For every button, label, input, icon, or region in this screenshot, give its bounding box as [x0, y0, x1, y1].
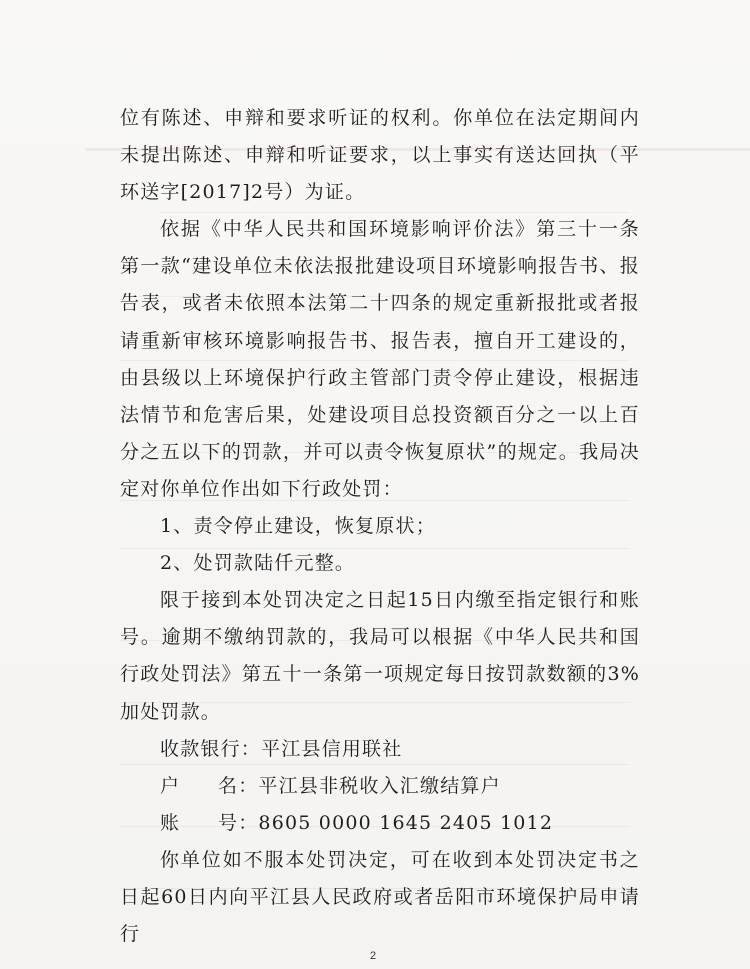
bank-value: 平江县信用联社	[261, 737, 403, 760]
page-number: 2	[370, 950, 377, 962]
bank-label: 收款银行：	[160, 737, 262, 760]
paragraph-appeal: 你单位如不服本处罚决定，可在收到本处罚决定书之日起60日内向平江县人民政府或者岳阳市环境保护局申请行	[120, 848, 640, 946]
account-name-value: 平江县非税收入汇缴结算户	[258, 774, 501, 797]
penalty-item-2: 2、处罚款陆仟元整。	[160, 552, 356, 575]
account-number-row	[120, 805, 640, 842]
account-number-sep: 号：	[218, 811, 259, 834]
account-number-label: 账	[160, 811, 181, 834]
paragraph-legal-basis: 依据《中华人民共和国环境影响评价法》第三十一条第一款“建设单位未依法报批建设项目环境影响报告书、报告表，或者未依照本法第二十四条的规定重新报批或者报请重新审核环境影响报告书、报告表，擅自开工建设的，由县级以上环境保护行政主管部门责令停止建设，根据违法情节和危害后果，处建设项目总投资额百分之一以上百分之五以下的罚款，并可以责令恢复原状”的规定。我局决定对你单位作出如下行政处罚：	[120, 218, 640, 500]
document-body	[120, 100, 640, 953]
bank-row	[120, 731, 640, 768]
account-name-row	[120, 768, 640, 805]
account-number-value: 8605 0000 1645 2405 1012	[258, 811, 554, 834]
paragraph-hearing-rights: 位有陈述、申辩和要求听证的权利。你单位在法定期间内未提出陈述、申辩和听证要求，以上事实有送达回执（平环送字[2017]2号）为证。	[120, 107, 640, 204]
paragraph-payment: 限于接到本处罚决定之日起15日内缴至指定银行和账号。逾期不缴纳罚款的，我局可以根据《中华人民共和国行政处罚法》第五十一条第一项规定每日按罚款数额的3%加处罚款。	[120, 589, 640, 723]
penalty-item-1: 1、责令停止建设，恢复原状；	[160, 515, 436, 538]
account-name-sep: 名：	[218, 774, 259, 797]
account-name-label: 户	[160, 774, 181, 797]
